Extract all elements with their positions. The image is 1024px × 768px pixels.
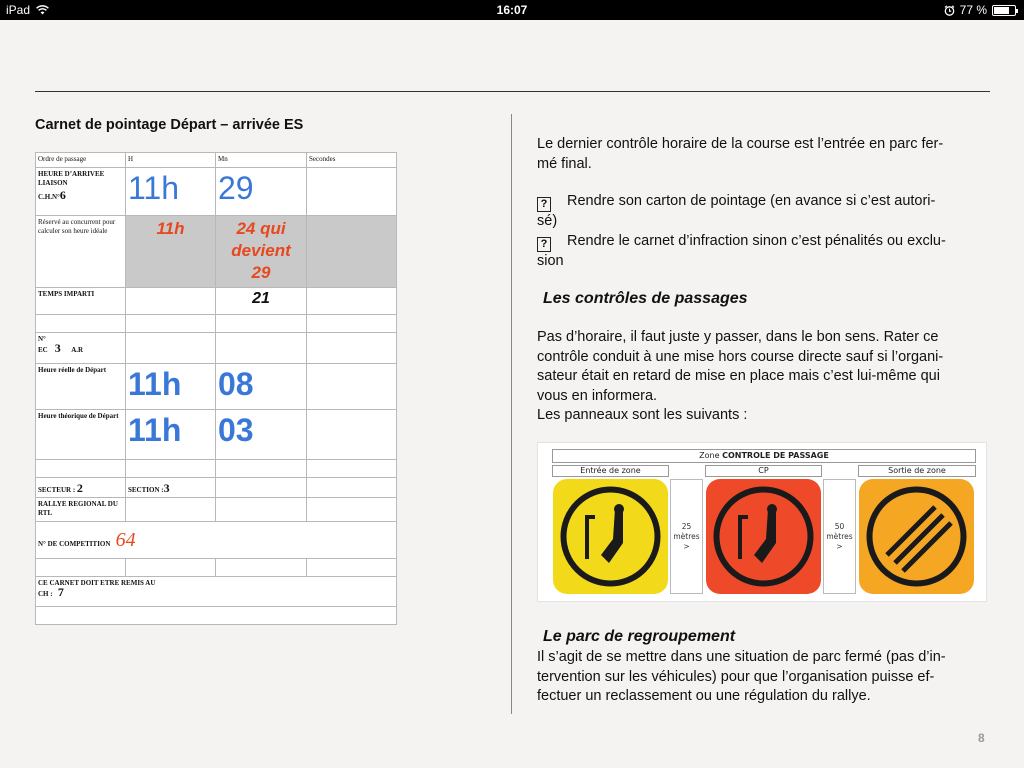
reelle-h-cell: [126, 364, 216, 410]
secteur-label: SECTEUR :: [38, 486, 76, 494]
checklist: [537, 192, 997, 271]
battery-level: [994, 7, 1009, 14]
top-rule: [35, 91, 990, 92]
row-empty-3: [36, 559, 397, 577]
no-label: N°: [38, 335, 46, 343]
zone-title: CONTROLE DE PASSAGE: [722, 451, 829, 460]
parc-paragraph: [537, 648, 997, 707]
section-label: SECTION :: [128, 486, 164, 494]
device-label: iPad: [6, 3, 31, 17]
arrivee-sec-cell: [307, 168, 397, 216]
checkpoint-sign: [706, 479, 821, 594]
ec-value: 3: [54, 341, 61, 355]
section-cell: [126, 478, 216, 498]
passages-line: sateur était en retard de mise en place mais c’est lui-même qui: [537, 368, 940, 384]
remis-label: CE CARNET DOIT ETRE REMIS AU: [38, 579, 156, 587]
passage-signs-figure: [537, 442, 987, 602]
parc-line: tervention sur les véhicules) pour que l’organisation puisse ef-: [537, 668, 935, 685]
row-heure-reelle: [36, 364, 397, 410]
zone-entry-sign: [553, 479, 668, 594]
zone-prefix: Zone: [699, 451, 720, 460]
row-heure-theorique: [36, 410, 397, 460]
competition-cell: [36, 522, 397, 559]
secteur-cell: [36, 478, 126, 498]
theorique-mn: 03: [218, 412, 254, 448]
reserve-sec-cell: [307, 216, 397, 288]
item1-line1: Rendre son carton de pointage (en avance si c’est autori-: [567, 193, 936, 209]
reelle-h: 11h: [128, 366, 182, 402]
table-header-row: [36, 153, 397, 168]
passages-line: contrôle conduit à une mise hors course directe sauf si l’organi-: [537, 348, 944, 365]
temps-sec-cell: [307, 288, 397, 315]
item2-line1: Rendre le carnet d’infraction sinon c’est pénalités ou exclu-: [567, 232, 946, 249]
item1-line2: sé): [537, 213, 558, 229]
theorique-label: Heure théorique de Départ: [38, 412, 119, 420]
row-empty-2: [36, 460, 397, 478]
row-arrivee: [36, 168, 397, 216]
competition-label: N° DE COMPETITION: [38, 539, 111, 548]
item2-line2: sion: [537, 252, 564, 269]
reserve-mn-line2: devient: [231, 241, 291, 260]
reelle-label: Heure réelle de Départ: [38, 366, 107, 374]
status-bar: [0, 0, 1024, 20]
column-divider: [511, 114, 512, 714]
temps-h-cell: [126, 288, 216, 315]
theorique-h-cell: [126, 410, 216, 460]
reelle-mn: 08: [218, 366, 254, 402]
reserve-mn-line3: 29: [251, 263, 271, 282]
passages-line: Les panneaux sont les suivants :: [537, 407, 748, 423]
header-ordre: Ordre de passage: [36, 153, 126, 168]
arrivee-label: [36, 168, 126, 216]
distance-50: 50 mètres >: [823, 479, 856, 594]
reserve-mn-cell: [216, 216, 307, 288]
page-number: 8: [978, 731, 985, 745]
rallye-label: RALLYE REGIONAL DU RTL: [38, 500, 118, 517]
temps-mn: 21: [252, 290, 270, 307]
temps-mn-cell: [216, 288, 307, 315]
theorique-h: 11h: [128, 412, 182, 448]
parc-line: Il s’agit de se mettre dans une situation de parc fermé (pas d’in-: [537, 649, 946, 665]
section-value: 3: [163, 481, 170, 495]
competition-value: 64: [115, 528, 136, 551]
ch-value: 7: [57, 585, 64, 599]
stopwatch-sign-icon: [553, 479, 668, 594]
header-h: H: [126, 153, 216, 168]
clock: 16:07: [496, 3, 528, 17]
row-secteur: [36, 478, 397, 498]
parc-line: fectuer un reclassement ou une régulation du rallye.: [537, 688, 871, 704]
passages-line: vous en informera.: [537, 387, 658, 404]
stopwatch-sign-icon: [706, 479, 821, 594]
secteur-value: 2: [76, 481, 83, 495]
ch-label: CH :: [38, 590, 53, 598]
intro-paragraph: [537, 135, 997, 174]
arrivee-mn-cell: [216, 168, 307, 216]
row-competition: [36, 522, 397, 559]
row-temps: [36, 288, 397, 315]
entree-label: Entrée de zone: [552, 465, 669, 477]
header-mn: Mn: [216, 153, 307, 168]
zone-exit-sign: [859, 479, 974, 594]
ar-label: A.R: [71, 346, 84, 354]
end-of-zone-sign-icon: [859, 479, 974, 594]
battery-icon: [992, 5, 1016, 16]
zone-title-bar: [552, 449, 976, 463]
row-rallye: [36, 498, 397, 522]
reelle-label-cell: [36, 364, 126, 410]
battery-percent: 77 %: [959, 3, 987, 17]
arrivee-ch-value: 6: [59, 188, 66, 202]
arrivee-h: 11h: [128, 170, 180, 206]
row-remis: [36, 577, 397, 607]
arrivee-mn: 29: [218, 170, 254, 206]
reserve-label: Réservé au concurrent pour calculer son heure idéale: [38, 218, 116, 235]
pointage-card-table: [35, 152, 397, 625]
row-empty-1: [36, 315, 397, 333]
checkbox-icon: ?: [537, 197, 551, 212]
rallye-cell: [36, 498, 126, 522]
sortie-label: Sortie de zone: [858, 465, 976, 477]
header-secondes: Secondes: [307, 153, 397, 168]
remis-cell: [36, 577, 397, 607]
reserve-h-cell: [126, 216, 216, 288]
row-ec: [36, 333, 397, 364]
reserve-mn-line1: 24 qui: [236, 219, 286, 238]
intro-line2: mé final.: [537, 155, 592, 172]
distance-25: 25 mètres >: [670, 479, 703, 594]
passages-paragraph: [537, 328, 997, 426]
heading-parc: Le parc de regroupement: [543, 628, 736, 645]
left-title: Carnet de pointage Départ – arrivée ES: [35, 117, 304, 133]
temps-label: TEMPS IMPARTI: [38, 290, 95, 298]
arrivee-h-cell: [126, 168, 216, 216]
theorique-mn-cell: [216, 410, 307, 460]
arrivee-label-line2: C.H.N°: [38, 193, 60, 201]
reserve-label-cell: [36, 216, 126, 288]
alarm-clock-icon: [944, 5, 955, 16]
temps-label-cell: [36, 288, 126, 315]
cp-label: CP: [705, 465, 822, 477]
passages-line: Pas d’horaire, il faut juste y passer, dans le bon sens. Rater ce: [537, 329, 939, 345]
intro-line1: Le dernier contrôle horaire de la course est l’entrée en parc fer-: [537, 136, 944, 152]
row-empty-4: [36, 607, 397, 625]
row-reserve: [36, 216, 397, 288]
reelle-mn-cell: [216, 364, 307, 410]
checkbox-icon: ?: [537, 237, 551, 252]
theorique-label-cell: [36, 410, 126, 460]
ec-label: EC: [38, 346, 48, 354]
arrivee-label-line1: HEURE D’ARRIVEE LIAISON: [38, 170, 105, 187]
reserve-h: 11h: [156, 219, 185, 238]
heading-passages: Les contrôles de passages: [543, 290, 748, 307]
ec-label-cell: [36, 333, 126, 364]
